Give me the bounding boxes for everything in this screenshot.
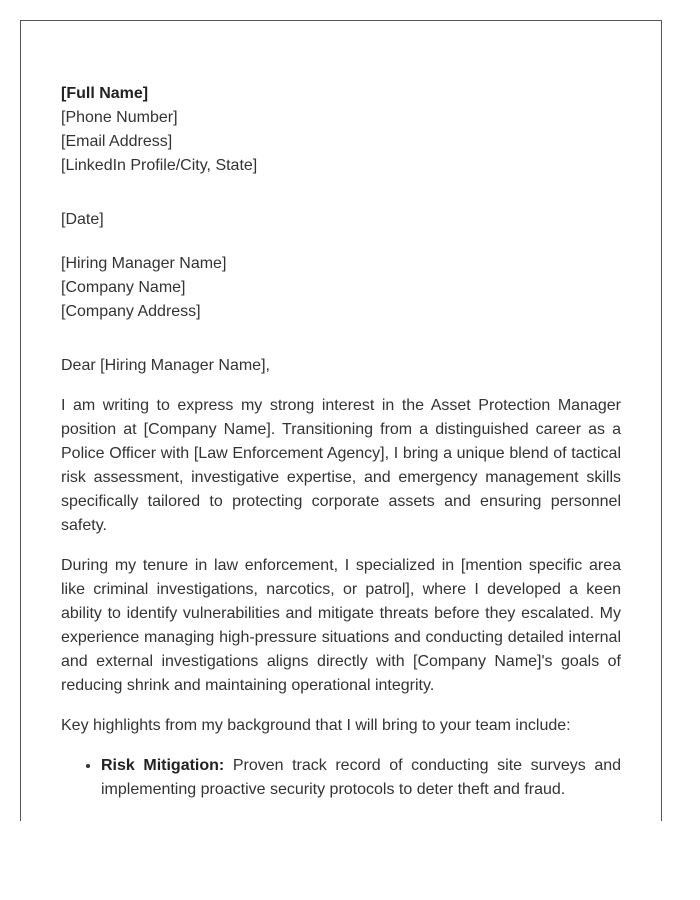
sender-block (61, 82, 621, 178)
salutation-block (61, 354, 621, 378)
sender-full-name: [Full Name] (61, 85, 149, 102)
list-item (101, 754, 621, 802)
recipient-company-name: [Company Name] (61, 279, 186, 296)
body-paragraph-highlights-intro: Key highlights from my background that I will bring to your team include: (61, 717, 571, 734)
highlight-text: Proven track record of conducting site surveys and implementing proactive security protocols to deter theft and fraud. (101, 757, 622, 798)
body-paragraph-intro: I am writing to express my strong interest in the Asset Protection Manager position at [Company Name]. Transitioning from a distinguished career as a Police Officer with [Law Enforcement Agency], I bring a unique blend of tactical risk assessment, investigative expertise, and emergency management skills specifically tailored to protecting corporate assets and ensuring personnel safety. (61, 397, 621, 534)
salutation: Dear [Hiring Manager Name], (61, 357, 270, 374)
date-block (61, 208, 621, 232)
letter-page (20, 20, 662, 821)
sender-phone: [Phone Number] (61, 109, 178, 126)
recipient-block (61, 252, 621, 324)
highlights-list (61, 754, 621, 802)
recipient-manager-name: [Hiring Manager Name] (61, 255, 227, 272)
sender-linkedin-location: [LinkedIn Profile/City, State] (61, 157, 258, 174)
body-paragraph-experience: During my tenure in law enforcement, I specialized in [mention specific area like criminal investigations, narcotics, or patrol], where I developed a keen ability to identify vulnerabilities and mitigate threats before they escalated. My experience managing high-pressure situations and conducting detailed internal and external investigations aligns directly with [Company Name]'s goals of reducing shrink and maintaining operational integrity. (61, 557, 621, 694)
recipient-company-address: [Company Address] (61, 303, 201, 320)
sender-email: [Email Address] (61, 133, 173, 150)
letter-content (61, 82, 621, 802)
letter-date: [Date] (61, 211, 104, 228)
highlight-title: Risk Mitigation: (101, 757, 225, 774)
